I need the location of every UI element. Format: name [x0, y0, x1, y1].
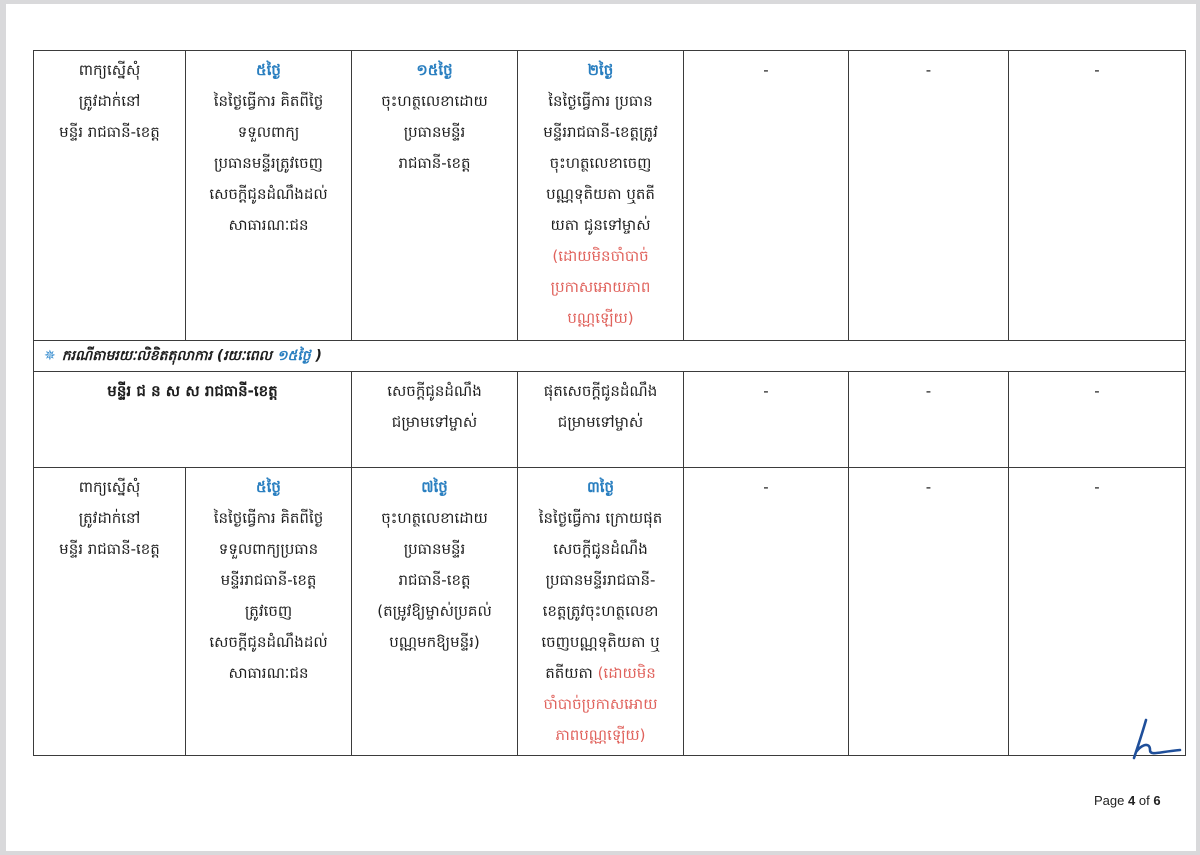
cell-step-3: [518, 372, 684, 468]
cell-step-2: [352, 51, 518, 341]
office-cell: មន្ទីរ ជ ន ស ស រាជធានី-ខេត្ត: [34, 372, 352, 468]
cell-text: សេចក្តីជូនដំណឹងដល់: [209, 185, 328, 203]
note-text: (ដោយមិនចាំបាច់: [552, 247, 649, 265]
cell-text: មន្ទីរ រាជធានី-ខេត្ត: [59, 123, 160, 141]
empty-cell: -: [1009, 372, 1186, 468]
section-close: ): [315, 348, 322, 364]
cell-step-1: [186, 468, 352, 756]
cell-text: សាធារណៈជន: [228, 664, 309, 682]
cell-text: ចេញបណ្ណទុតិយតា ឬ: [541, 633, 660, 651]
cell-application: [34, 468, 186, 756]
gear-icon: ✵: [44, 348, 56, 364]
note-text: ប្រកាសអោយភាព: [550, 278, 651, 296]
cell-text: ត្រូវចេញ: [244, 602, 293, 620]
duration-label: ៥ថ្ងៃ: [256, 61, 281, 79]
note-text: (ដោយមិន: [597, 664, 656, 682]
cell-text: ប្រធានមន្ទីរត្រូវចេញ: [214, 154, 323, 172]
cell-text: សេចក្តីជូនដំណឹង: [553, 540, 648, 558]
section-header-row: [34, 341, 1186, 372]
empty-cell: -: [1009, 468, 1186, 756]
cell-text: មន្ទីរ រាជធានី-ខេត្ត: [59, 540, 160, 558]
cell-text: មន្ទីររាជធានី-ខេត្ត: [220, 571, 317, 589]
table-row: [34, 51, 1186, 341]
cell-text: (តម្រូវឱ្យម្ចាស់ប្រគល់: [377, 602, 492, 620]
duration-label: ២ថ្ងៃ: [587, 61, 614, 79]
cell-text: សាធារណៈជន: [228, 216, 309, 234]
cell-text: ទទួលពាក្យ: [237, 123, 300, 141]
document-page: [6, 4, 1196, 851]
cell-text: ត្រូវដាក់នៅ: [78, 92, 141, 110]
procedure-table: [33, 50, 1186, 756]
cell-text: ជម្រាមទៅម្ចាស់: [391, 413, 478, 431]
cell-text: ជម្រាមទៅម្ចាស់: [557, 413, 644, 431]
cell-text: រាជធានី-ខេត្ត: [398, 154, 471, 172]
duration-label: ៣ថ្ងៃ: [586, 478, 615, 496]
cell-text: ពាក្យស្នើសុំ: [78, 61, 141, 79]
duration-label: ៧ថ្ងៃ: [421, 478, 448, 496]
page-prefix: Page: [1094, 793, 1125, 808]
note-text: ភាពបណ្ណឡើយ): [555, 726, 646, 744]
cell-text: ផុតសេចក្តីជូនដំណឹង: [543, 382, 658, 400]
cell-text: ចុះហត្ថលេខាចេញ: [549, 154, 652, 172]
duration-label: ៥ថ្ងៃ: [256, 478, 281, 496]
cell-text: ខេត្តត្រូវចុះហត្ថលេខា: [542, 602, 659, 620]
signature-mark: [1124, 716, 1184, 762]
empty-cell: -: [684, 468, 849, 756]
page-number: [1094, 793, 1161, 808]
cell-text: ប្រធានមន្ទីររាជធានី-: [545, 571, 656, 589]
cell-step-2: [352, 468, 518, 756]
section-label: ករណីតាមរយៈលិខិតតុលាការ (រយៈពេល: [61, 348, 272, 364]
empty-cell: -: [684, 372, 849, 468]
cell-text: រាជធានី-ខេត្ត: [398, 571, 471, 589]
cell-text: យតា ជូនទៅម្ចាស់: [550, 216, 651, 234]
section-header: [34, 341, 1186, 372]
cell-text: នៃថ្ងៃធ្វើការ គិតពីថ្ងៃ: [213, 92, 324, 110]
cell-step-3: [518, 468, 684, 756]
cell-text: បណ្ណមកឱ្យមន្ទីរ): [389, 633, 480, 651]
cell-text: ប្រធានមន្ទីរ: [403, 540, 466, 558]
cell-step-2: [352, 372, 518, 468]
page-current: 4: [1128, 793, 1136, 808]
cell-text: ពាក្យស្នើសុំ: [78, 478, 141, 496]
cell-text: តតីយតា: [545, 664, 593, 682]
cell-text: សេចក្តីជូនដំណឹងដល់: [209, 633, 328, 651]
cell-step-3: [518, 51, 684, 341]
empty-cell: -: [1009, 51, 1186, 341]
empty-cell: -: [849, 372, 1009, 468]
cell-text: ប្រធានមន្ទីរ: [403, 123, 466, 141]
duration-label: ១៥ថ្ងៃ: [416, 61, 453, 79]
cell-text: មន្ទីររាជធានី-ខេត្តត្រូវ: [543, 123, 658, 141]
cell-text: ចុះហត្ថលេខាដោយ: [381, 509, 488, 527]
cell-text: សេចក្តីជូនដំណឹង: [387, 382, 482, 400]
cell-application: [34, 51, 186, 341]
cell-text: នៃថ្ងៃធ្វើការ ប្រធាន: [548, 92, 653, 110]
empty-cell: -: [684, 51, 849, 341]
cell-text: ចុះហត្ថលេខាដោយ: [381, 92, 488, 110]
cell-text: បណ្ណទុតិយតា ឬតតី: [546, 185, 655, 203]
note-text: ចាំបាច់ប្រកាសអោយ: [543, 695, 658, 713]
table-row: [34, 468, 1186, 756]
page-sep: of: [1138, 793, 1150, 808]
table-row: [34, 372, 1186, 468]
cell-text: ទទួលពាក្យប្រធាន: [218, 540, 319, 558]
cell-text: ត្រូវដាក់នៅ: [78, 509, 141, 527]
empty-cell: -: [849, 468, 1009, 756]
cell-text: នៃថ្ងៃធ្វើការ ក្រោយផុត: [538, 509, 663, 527]
cell-text: នៃថ្ងៃធ្វើការ គិតពីថ្ងៃ: [213, 509, 324, 527]
page-total: 6: [1153, 793, 1161, 808]
section-duration: ១៥ថ្ងៃ: [276, 348, 311, 364]
cell-step-1: [186, 51, 352, 341]
empty-cell: -: [849, 51, 1009, 341]
note-text: បណ្ណឡើយ): [567, 309, 634, 327]
cell-text-mixed: [522, 658, 679, 689]
